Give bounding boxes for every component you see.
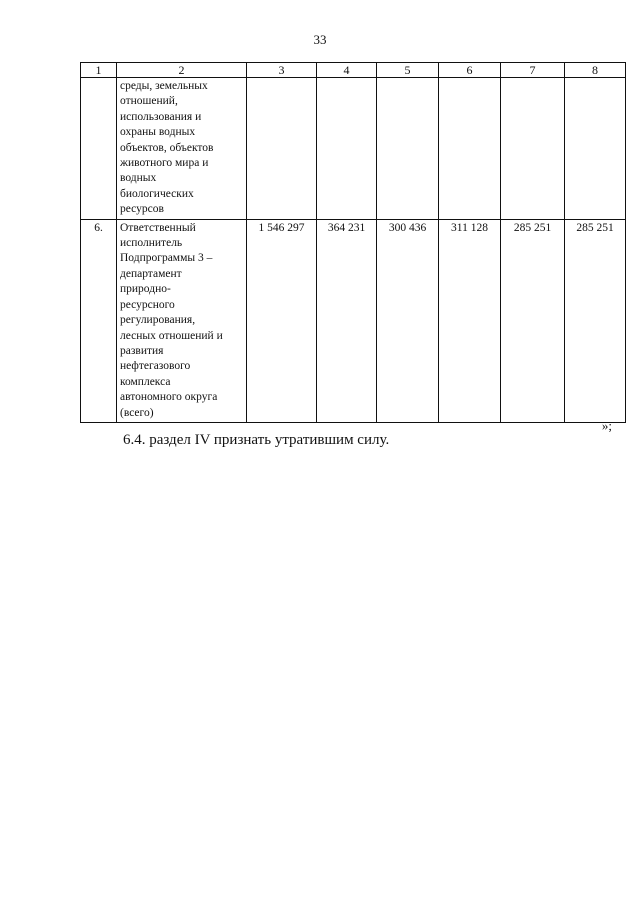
header-cell: 3 <box>247 63 317 78</box>
value-cell <box>317 78 377 220</box>
header-cell: 7 <box>501 63 565 78</box>
page-number: 33 <box>313 32 327 47</box>
amendment-paragraph: 6.4. раздел IV признать утратившим силу. <box>123 432 390 448</box>
table-row <box>81 219 626 422</box>
header-cell: 6 <box>439 63 501 78</box>
budget-table <box>80 62 626 423</box>
value-cell <box>501 78 565 220</box>
row-name <box>117 219 247 422</box>
value-cell <box>439 78 501 220</box>
header-cell: 2 <box>117 63 247 78</box>
header-cell: 8 <box>565 63 626 78</box>
value-cell <box>565 78 626 220</box>
row-name-text: Ответственный исполнитель Подпрограммы 3 – департамент природно- ресурсного регулирования, лесных отношений и развития нефтегазового комплекса автономного округа (всего) <box>120 221 223 419</box>
value-cell: 364 231 <box>317 219 377 422</box>
value-cell: 300 436 <box>377 219 439 422</box>
value-cell: 311 128 <box>439 219 501 422</box>
value-cell <box>247 78 317 220</box>
row-name <box>117 78 247 220</box>
value-cell: 285 251 <box>565 219 626 422</box>
row-number: 6. <box>81 219 117 422</box>
table-row <box>81 78 626 220</box>
closing-quote-mark: »; <box>601 418 612 433</box>
row-number <box>81 78 117 220</box>
header-cell: 4 <box>317 63 377 78</box>
header-cell: 1 <box>81 63 117 78</box>
value-cell: 1 546 297 <box>247 219 317 422</box>
table-header-row <box>81 63 626 78</box>
value-cell: 285 251 <box>501 219 565 422</box>
header-cell: 5 <box>377 63 439 78</box>
value-cell <box>377 78 439 220</box>
row-name-text: среды, земельных отношений, использования и охраны водных объектов, объектов животного мира и водных биологических ресурсов <box>120 80 214 216</box>
